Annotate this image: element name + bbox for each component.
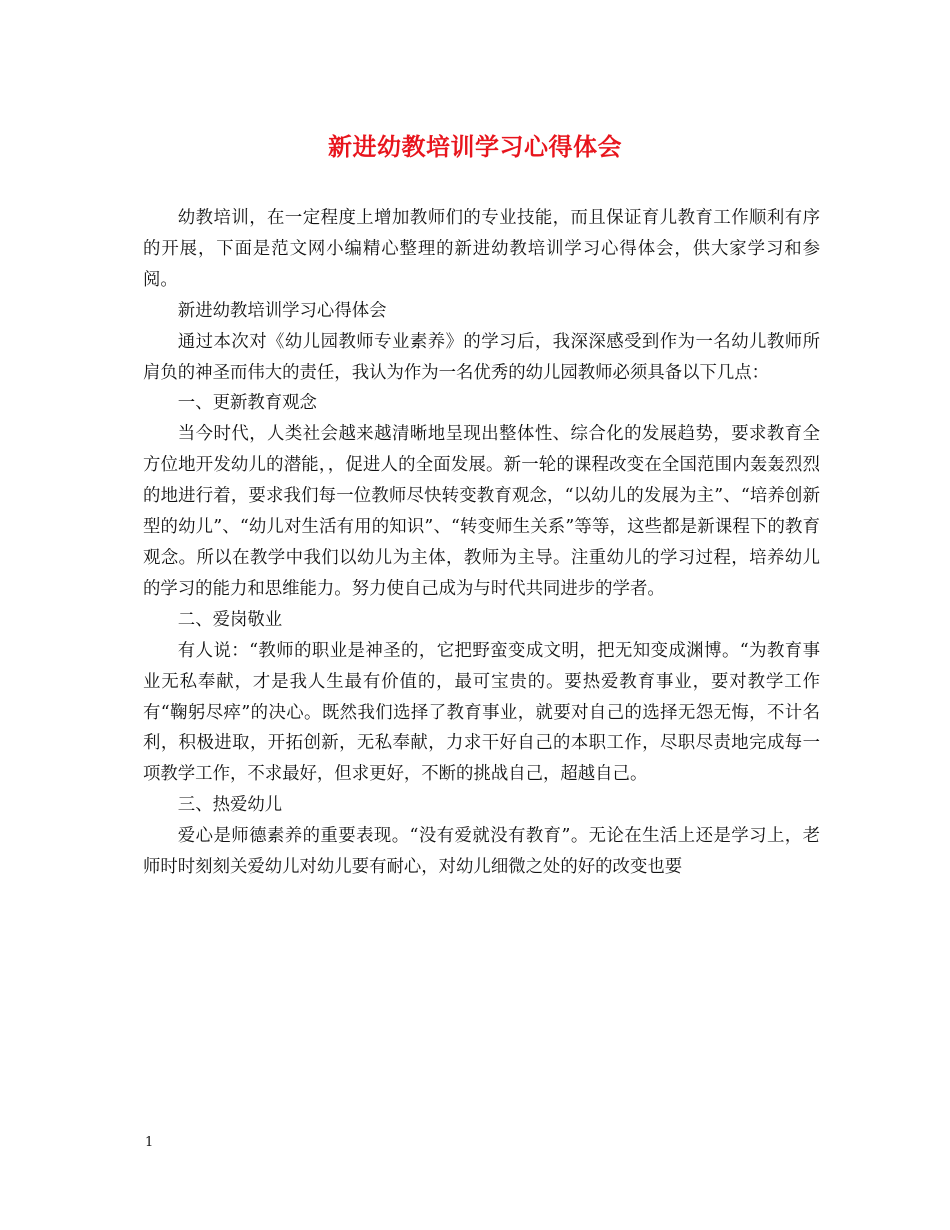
paragraph-intro: 幼教培训，在一定程度上增加教师们的专业技能，而且保证育儿教育工作顺利有序的开展，下面是范文网小编精心整理的新进幼教培训学习心得体会，供大家学习和参阅。 [143, 208, 820, 290]
page-number: 1 [145, 1135, 154, 1150]
paragraph-section-3: 爱心是师德素养的重要表现。“没有爱就没有教育”。无论在生活上还是学习上，老师时时刻刻关爱幼儿对幼儿要有耐心，对幼儿细微之处的好的改变也要 [143, 826, 820, 878]
paragraph-subtitle: 新进幼教培训学习心得体会 [177, 300, 387, 321]
paragraph-section-2: 有人说：“教师的职业是神圣的，它把野蛮变成文明，把无知变成渊博。“为教育事业无私奉献，才是我人生最有价值的，最可宝贵的。要热爱教育事业，要对教学工作有“鞠躬尽瘁”的决心。既然我们选择了教育事业，就要对自己的选择无怨无悔，不计名利，积极进取，开拓创新，无私奉献，力求干好自己的本职工作，尽职尽责地完成每一项教学工作，不求最好，但求更好，不断的挑战自己，超越自己。 [143, 640, 820, 785]
document-body [143, 203, 820, 883]
document-title: 新进幼教培训学习心得体会 [328, 132, 622, 161]
paragraph-section-1: 当今时代，人类社会越来越清晰地呈现出整体性、综合化的发展趋势，要求教育全方位地开发幼儿的潜能，，促进人的全面发展。新一轮的课程改变在全国范围内轰轰烈烈的地进行着，要求我们每一位教师尽快转变教育观念，“以幼儿的发展为主”、“培养创新型的幼儿”、“幼儿对生活有用的知识”、“转变师生关系”等等，这些都是新课程下的教育观念。所以在教学中我们以幼儿为主体，教师为主导。注重幼儿的学习过程，培养幼儿的学习的能力和思维能力。努力使自己成为与时代共同进步的学者。 [143, 424, 820, 599]
section-heading-3: 三、热爱幼儿 [177, 795, 283, 816]
paragraph-opening: 通过本次对《幼儿园教师专业素养》的学习后，我深深感受到作为一名幼儿教师所肩负的神圣而伟大的责任，我认为作为一名优秀的幼儿园教师必须具备以下几点： [143, 331, 820, 383]
section-heading-1: 一、更新教育观念 [177, 393, 317, 414]
section-heading-2: 二、爱岗敬业 [177, 609, 283, 630]
